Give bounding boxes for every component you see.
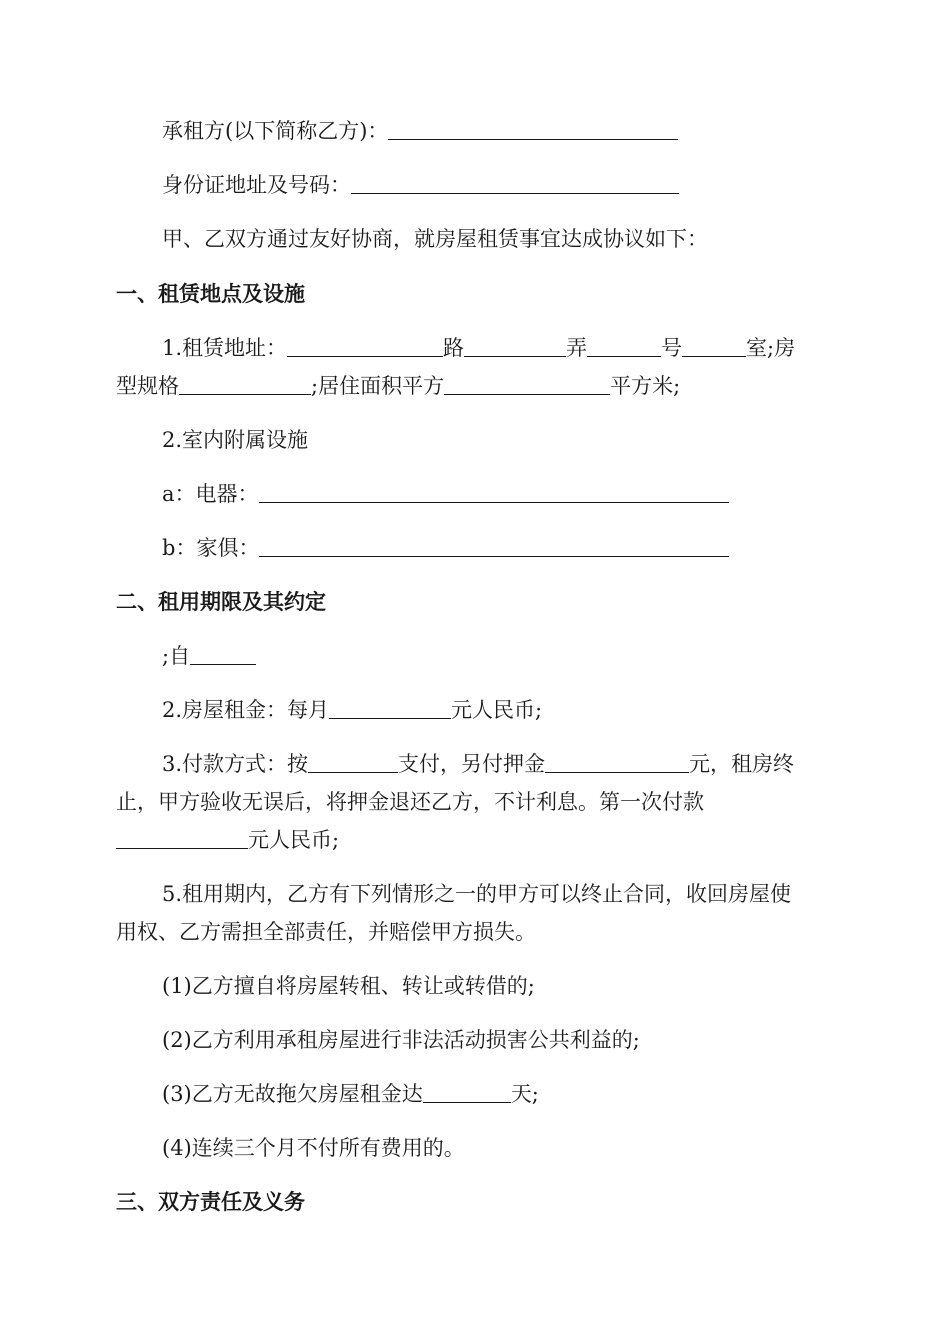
area-unit: 平方米; <box>610 374 681 398</box>
type-label: 型规格 <box>116 374 179 398</box>
section2-heading: 二、租用期限及其约定 <box>116 590 326 614</box>
furniture-blank <box>259 536 729 557</box>
term-blank <box>190 644 256 665</box>
id-blank <box>351 173 679 194</box>
deposit-blank <box>545 752 689 773</box>
section1-heading: 一、租赁地点及设施 <box>116 282 305 306</box>
furniture-label: b：家俱： <box>162 536 260 560</box>
payment-mid1: 支付，另付押金 <box>398 752 546 776</box>
payment-line-1 <box>162 751 794 777</box>
type-blank <box>179 374 311 395</box>
intro-paragraph: 甲、乙双方通过友好协商，就房屋租赁事宜达成协议如下： <box>162 227 708 251</box>
item3-suffix: 天; <box>510 1082 539 1106</box>
id-line <box>162 172 679 198</box>
payment-line-2: 止，甲方验收无误后，将押金退还乙方，不计利息。第一次付款 <box>116 790 704 814</box>
address-prefix: 1.租赁地址： <box>162 336 288 360</box>
first-payment-blank <box>116 828 248 849</box>
section3-heading: 三、双方责任及义务 <box>116 1190 305 1214</box>
term-prefix: ;自 <box>162 644 191 668</box>
payment-mid2: 元，租房终 <box>689 752 795 776</box>
area-label: ;居住面积平方 <box>311 374 445 398</box>
item3-prefix: (3)乙方无故拖欠房屋租金达 <box>162 1082 423 1106</box>
area-blank <box>444 374 610 395</box>
lessee-blank <box>388 119 678 140</box>
id-label: 身份证地址及号码： <box>162 173 351 197</box>
payment-line-3 <box>116 827 339 853</box>
room-label: 室;房 <box>746 336 796 360</box>
lane-blank <box>464 336 566 357</box>
payment-method-blank <box>308 752 398 773</box>
road-label: 路 <box>443 336 465 360</box>
payment-prefix: 3.付款方式：按 <box>162 752 309 776</box>
appliances-line <box>162 481 729 507</box>
room-blank <box>682 336 746 357</box>
clause-item-2: (2)乙方利用承租房屋进行非法活动损害公共利益的; <box>162 1028 640 1052</box>
clause-item-3 <box>162 1081 539 1107</box>
facilities-title: 2.室内附属设施 <box>162 428 309 452</box>
rent-line <box>162 697 542 723</box>
lessee-label: 承租方(以下简称乙方)： <box>162 119 389 143</box>
term-line <box>162 643 256 669</box>
number-blank <box>587 336 661 357</box>
address-line-2 <box>116 373 680 399</box>
termination-line-2: 用权、乙方需担全部责任，并赔偿甲方损失。 <box>116 920 536 944</box>
clause-item-1: (1)乙方擅自将房屋转租、转让或转借的; <box>162 974 535 998</box>
appliances-blank <box>259 482 729 503</box>
rent-blank <box>329 698 451 719</box>
lessee-line <box>162 118 678 144</box>
termination-line-1: 5.租用期内，乙方有下列情形之一的甲方可以终止合同，收回房屋使 <box>162 882 792 906</box>
lane-label: 弄 <box>566 336 588 360</box>
days-blank <box>423 1082 511 1103</box>
appliances-label: a：电器： <box>162 482 259 506</box>
first-payment-suffix: 元人民币; <box>248 828 340 852</box>
rent-prefix: 2.房屋租金：每月 <box>162 698 330 722</box>
rent-suffix: 元人民币; <box>451 698 543 722</box>
address-line-1 <box>162 335 795 361</box>
road-blank <box>287 336 443 357</box>
clause-item-4: (4)连续三个月不付所有费用的。 <box>162 1136 465 1160</box>
number-label: 号 <box>661 336 683 360</box>
furniture-line <box>162 535 729 561</box>
